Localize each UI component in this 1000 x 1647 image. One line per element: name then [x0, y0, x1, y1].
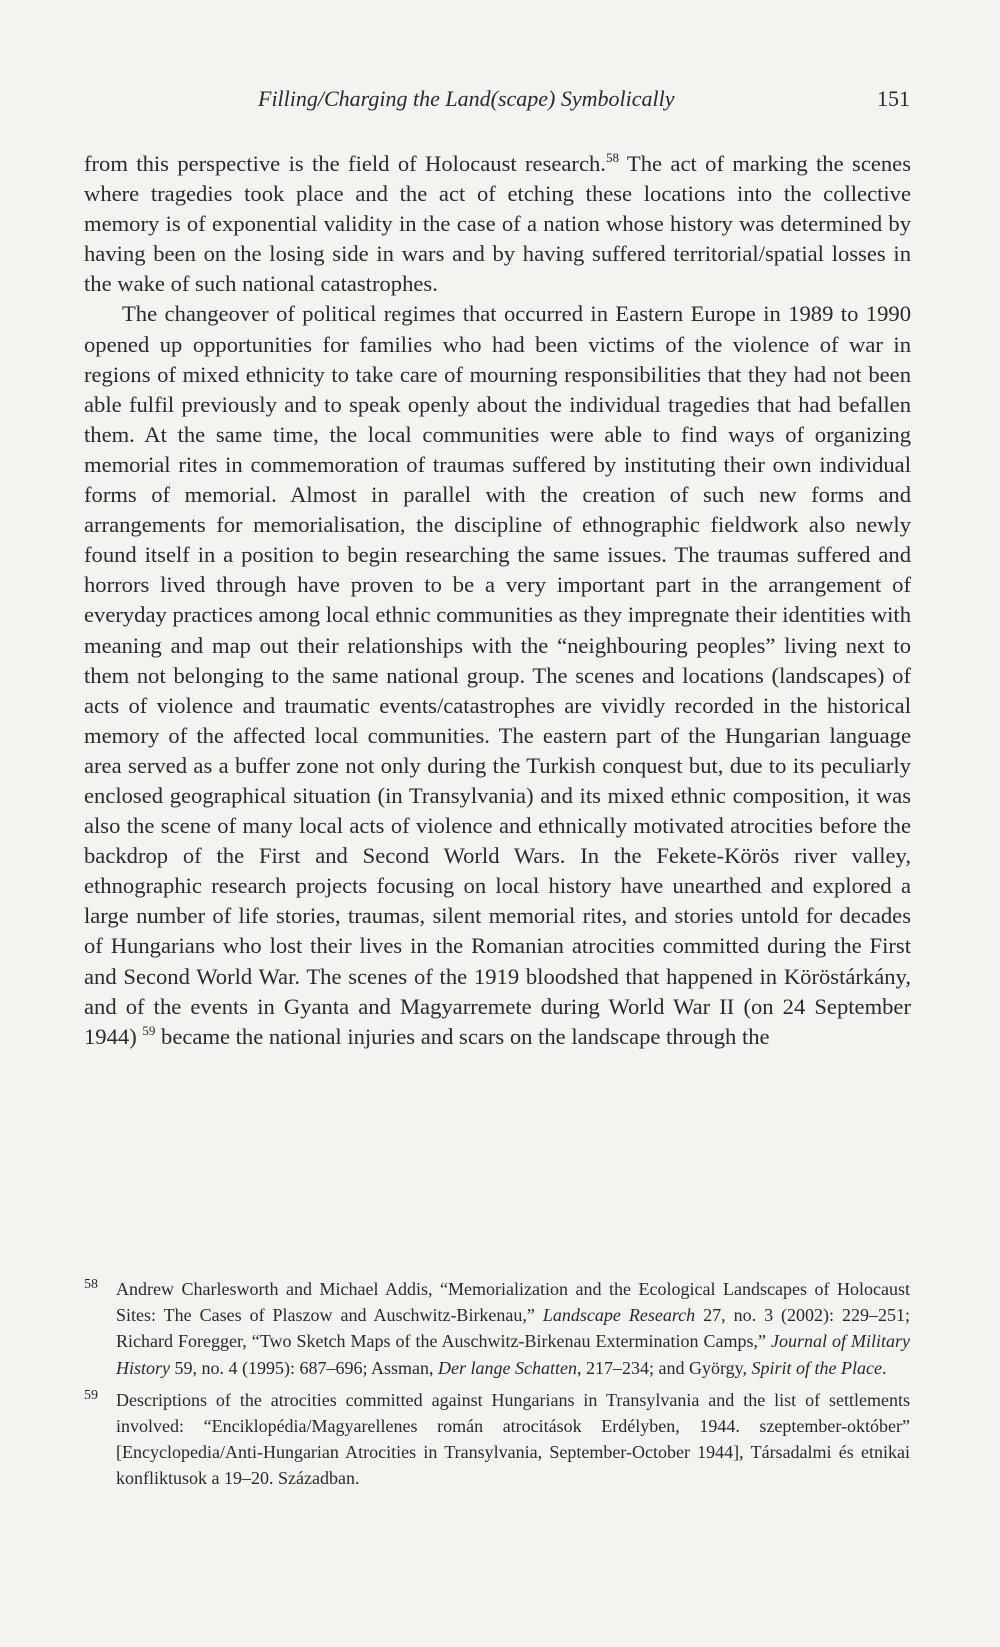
running-header	[84, 86, 910, 120]
footnote-58	[84, 1276, 910, 1381]
footnote-text: 27, no. 3 (2002): 229–251; Richard Foregger, “Two Sketch Maps of the Auschwitz-Birkenau Extermination Camps,”	[116, 1305, 910, 1352]
footnote-book-title: Spirit of the Place	[751, 1357, 882, 1378]
footnotes	[84, 1276, 910, 1498]
footnote-number: 58	[84, 1277, 98, 1292]
main-text	[84, 149, 911, 1052]
paragraph-1-text-a: from this perspective is the field of Holocaust research.	[84, 151, 606, 176]
footnote-text: Andrew Charlesworth and Michael Addis, “Memorialization and the Ecological Landscapes of Holocaust Sites: The Cases of Plaszow and Auschwitz-Birkenau,”	[116, 1279, 910, 1326]
footnote-text: 59, no. 4 (1995): 687–696; Assman,	[170, 1357, 438, 1378]
footnote-book-title: Der lange Schatten	[438, 1357, 577, 1378]
footnote-text: Descriptions of the atrocities committed against Hungarians in Transylvania and the list of settlements involved: “Enciklopédia/Magyarellenes román atrocitások Erdélyben, 1944. szeptember-október” [Encyclopedia/Anti-Hungarian Atrocities in Transylvania, September-October 1944], Társadalmi és etnikai konfliktusok a 19–20. Században.	[116, 1389, 910, 1489]
paragraph-2-text-a: The changeover of political regimes that occurred in Eastern Europe in 1989 to 1990 opened up opportunities for families who had been victims of the violence of war in regions of mixed ethnicity to take care of mourning responsibilities that they had not been able fulfil previously and to speak openly about the individual tragedies that had befallen them. At the same time, the local communities were able to find ways of organizing memorial rites in commemoration of traumas suffered by instituting their own individual forms of memorial. Almost in parallel with the creation of such new forms and arrangements for memorialisation, the discipline of ethnographic fieldwork also newly found itself in a position to begin researching the same issues. The traumas suffered and horrors lived through have proven to be a very important part in the arrangement of everyday practices among local ethnic communities as they impregnate their identities with meaning and map out their relationships with the “neighbouring peoples” living next to them not belonging to the same national group. The scenes and locations (landscapes) of acts of violence and traumatic events/catastrophes are vividly recorded in the historical memory of the affected local communities. The eastern part of the Hungarian language area served as a buffer zone not only during the Turkish conquest but, due to its peculiarly enclosed geographical situation (in Transylvania) and its mixed ethnic composition, it was also the scene of many local acts of violence and ethnically motivated atrocities before the backdrop of the First and Second World Wars. In the Fekete-Körös river valley, ethnographic research projects focusing on local history have unearthed and explored a large number of life stories, traumas, silent memorial rites, and stories untold for decades of Hungarians who lost their lives in the Romanian atrocities committed during the First and Second World War. The scenes of the 1919 bloodshed that happened in Köröstárkány, and of the events in Gyanta and Magyarremete during World War II (on 24 September 1944)	[84, 301, 911, 1049]
running-title: Filling/Charging the Land(scape) Symbolically	[258, 86, 675, 111]
paragraph-1	[84, 149, 911, 299]
footnote-text: , 217–234; and György,	[576, 1357, 752, 1378]
paragraph-2	[84, 299, 911, 1051]
footnote-journal-title: Landscape Research	[542, 1305, 696, 1326]
footnote-journal-title: Journal of Military History	[116, 1331, 910, 1378]
paragraph-2-text-b: became the national injuries and scars on the landscape through the	[155, 1023, 770, 1049]
footnote-ref-59[interactable]: 59	[142, 1022, 156, 1038]
footnote-text: .	[881, 1357, 887, 1378]
paragraph-1-text-b: The act of marking the scenes where tragedies took place and the act of etching these locations into the collective memory is of exponential validity in the case of a nation whose history was determined by having been on the losing side in wars and by having suffered territorial/spatial losses in the wake of such national catastrophes.	[84, 151, 911, 297]
footnote-number: 59	[84, 1387, 98, 1403]
footnote-59	[84, 1387, 910, 1492]
footnote-ref-58[interactable]: 58	[605, 150, 619, 165]
page-number: 151	[877, 86, 910, 111]
